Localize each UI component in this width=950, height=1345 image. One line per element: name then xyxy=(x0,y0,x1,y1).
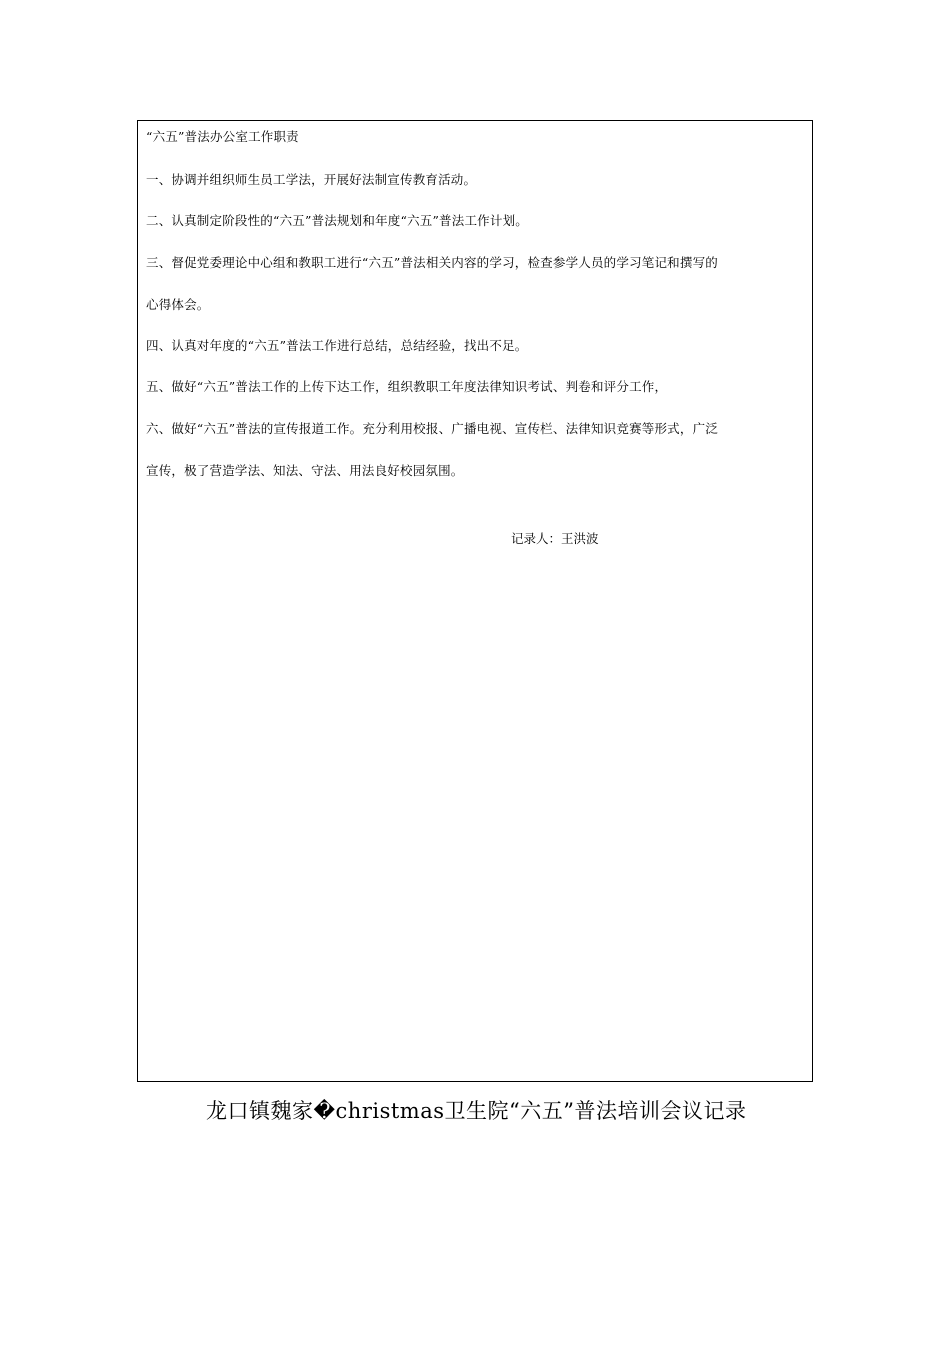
duty-item-3: 三、督促党委理论中心组和教职工进行“六五”普法相关内容的学习，检查参学人员的学习笔记和撰写的 xyxy=(146,255,718,270)
duty-item-2: 二、认真制定阶段性的“六五”普法规划和年度“六五”普法工作计划。 xyxy=(146,213,528,228)
record-heading: “六五”普法办公室工作职责 xyxy=(146,129,299,144)
duty-item-3-continued: 心得体会。 xyxy=(146,297,210,312)
duty-item-4: 四、认真对年度的“六五”普法工作进行总结，总结经验，找出不足。 xyxy=(146,338,528,353)
recorder-signature: 记录人：王洪波 xyxy=(511,531,599,546)
meeting-record-box xyxy=(137,120,813,1082)
duty-item-1: 一、协调并组织师生员工学法，开展好法制宣传教育活动。 xyxy=(146,172,477,187)
duty-item-6: 六、做好“六五”普法的宣传报道工作。充分利用校报、广播电视、宣传栏、法律知识竞赛等形式，广泛 xyxy=(146,421,718,436)
page-title: 龙口镇魏家�christmas卫生院“六五”普法培训会议记录 xyxy=(206,1099,747,1123)
duty-item-6-continued: 宣传，极了营造学法、知法、守法、用法良好校园氛围。 xyxy=(146,463,464,478)
duty-item-5: 五、做好“六五”普法工作的上传下达工作，组织教职工年度法律知识考试、判卷和评分工作， xyxy=(146,379,668,394)
